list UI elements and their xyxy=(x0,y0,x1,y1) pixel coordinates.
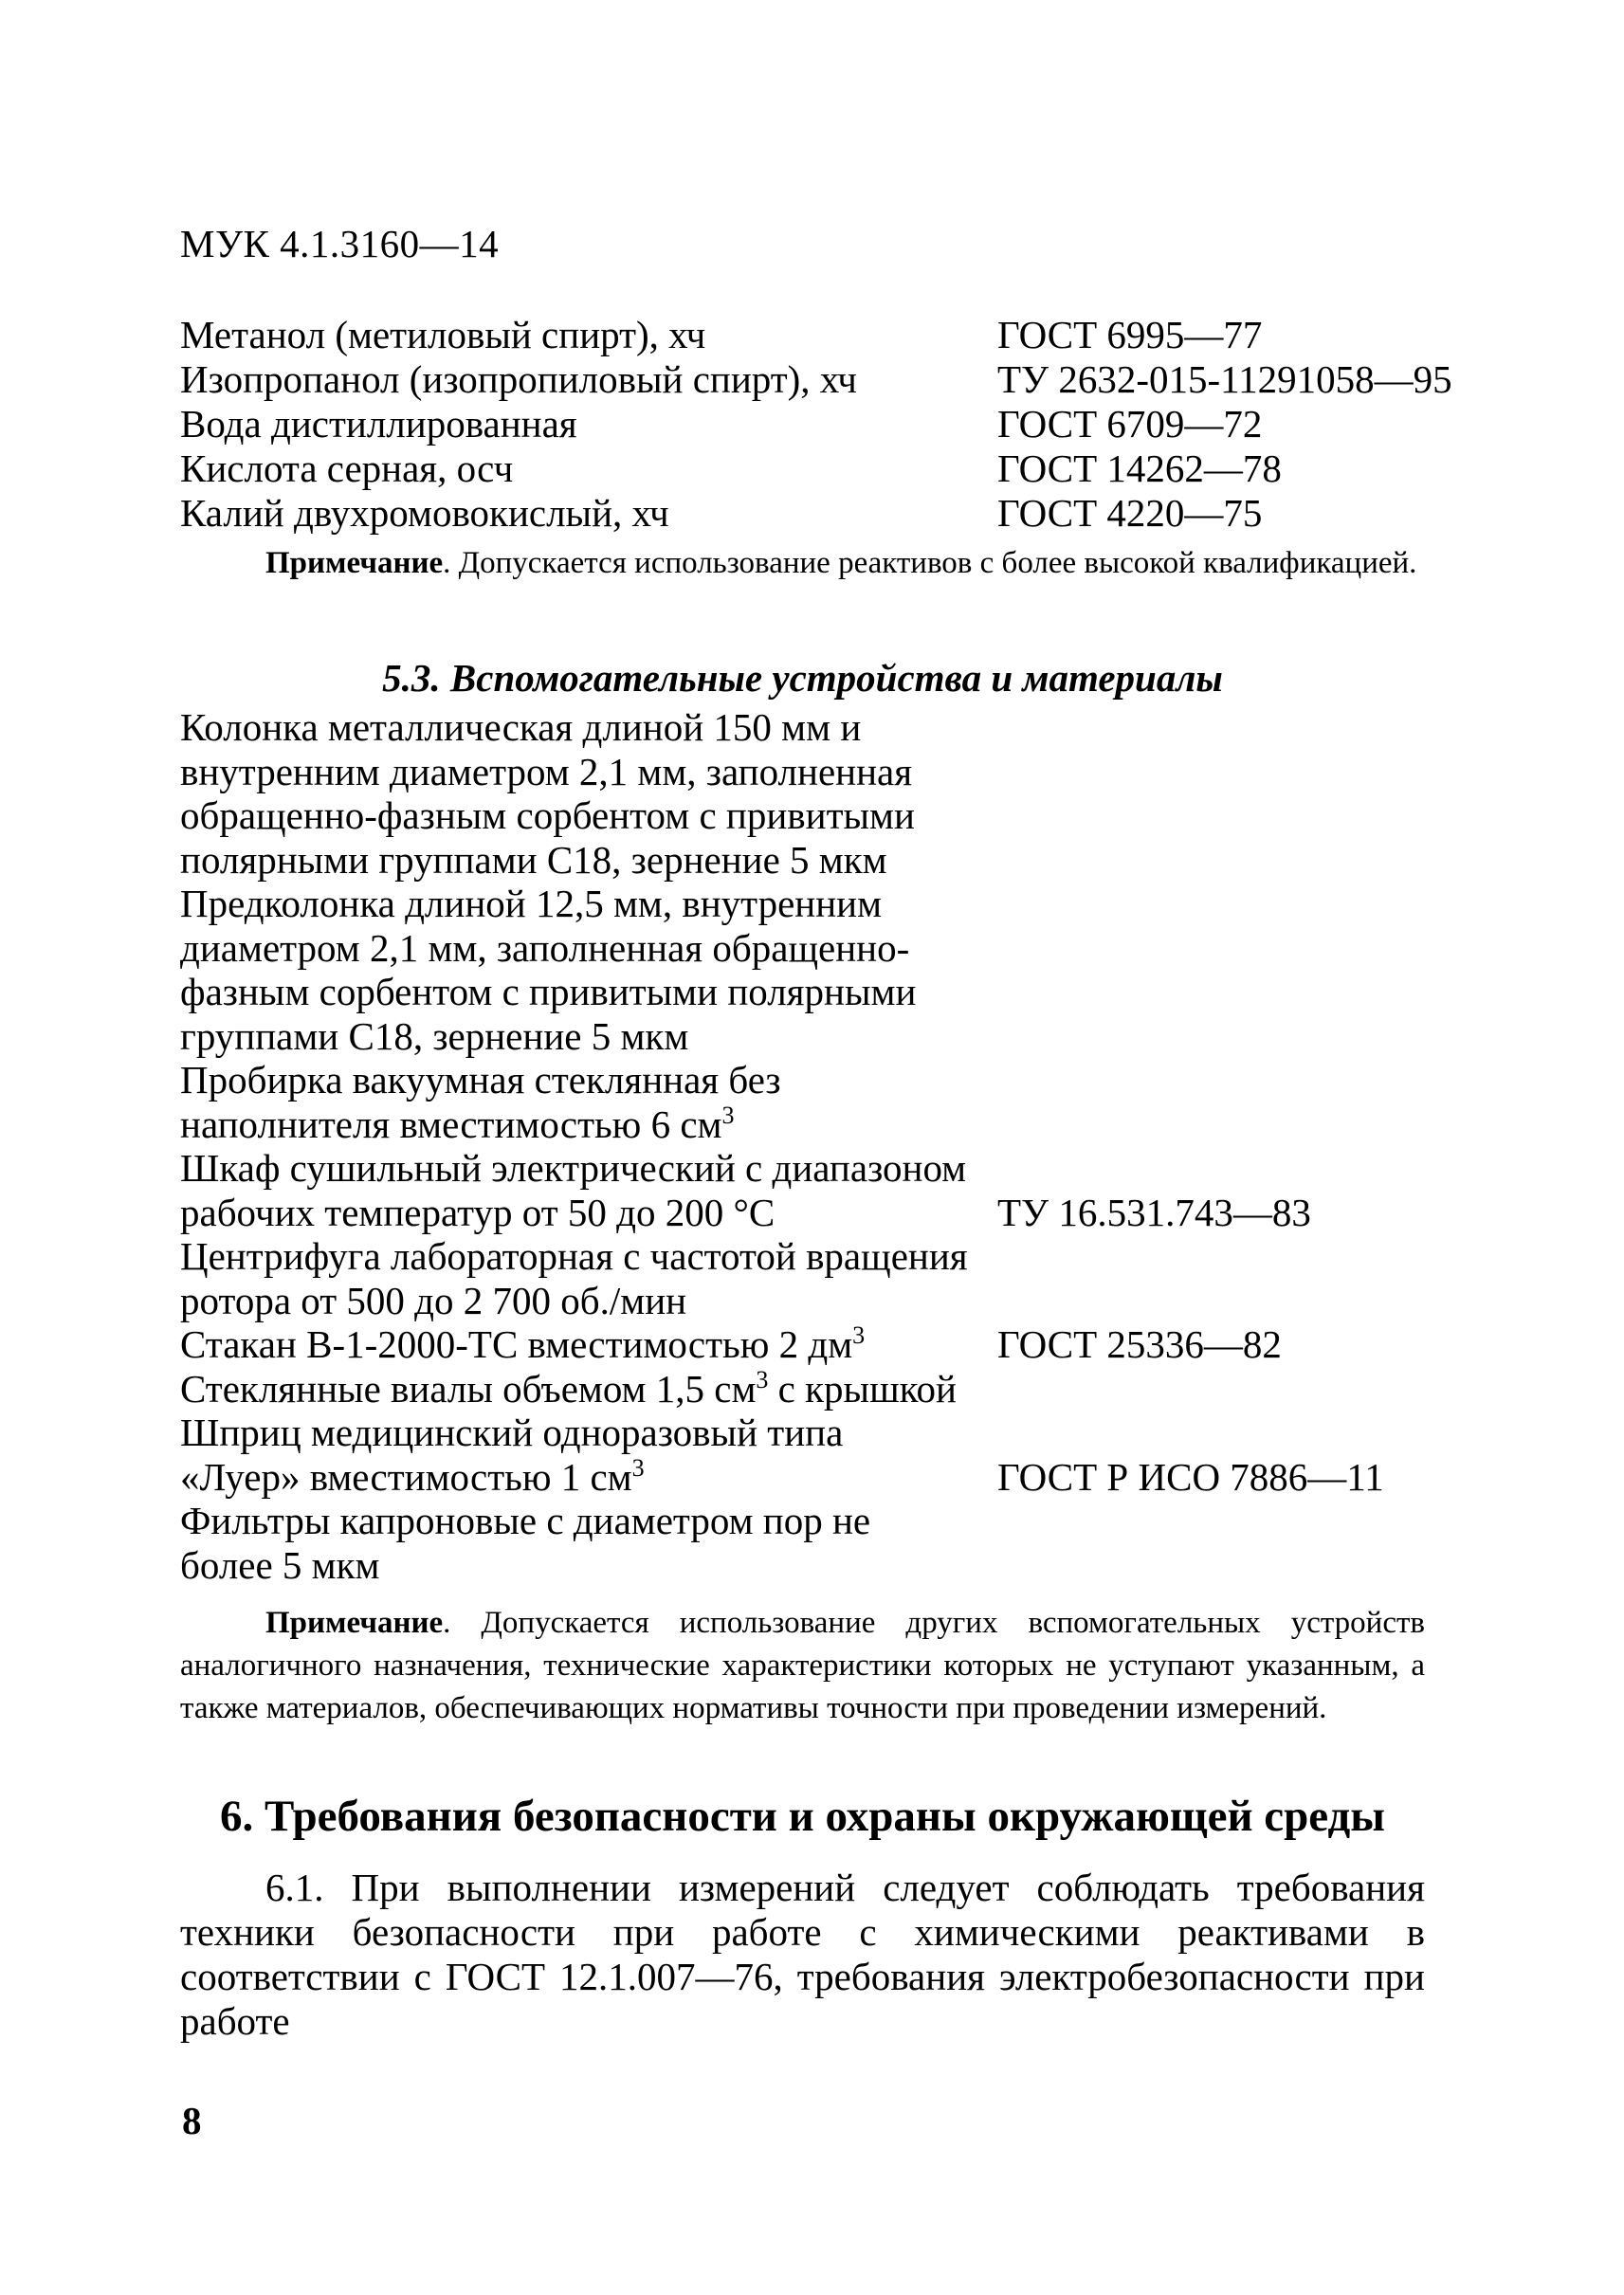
description-text: Стакан В-1-2000-ТС вместимостью 2 дм xyxy=(180,1322,853,1366)
equipment-item xyxy=(180,1234,1507,1322)
reagent-name: Метанол (метиловый спирт), хч xyxy=(180,313,706,356)
reagent-standard: ГОСТ 14262—78 xyxy=(997,446,1282,490)
equipment-description xyxy=(180,1146,986,1234)
reagent-name: Калий двухромовокислый, хч xyxy=(180,491,669,535)
equipment-item xyxy=(180,1499,1507,1587)
equipment-item xyxy=(180,1146,1507,1234)
section-5-3-heading: 5.3. Вспомогательные устройства и материалы xyxy=(382,656,1223,700)
note-text: . Допускается использование других вспомогательных устройств аналогичного назначения, технические характеристики которых не уступают указанным, а также материалов, обеспечивающих нормативы точности при проведении измерений. xyxy=(180,1606,1425,1725)
reagent-standard: ТУ 2632-015-11291058—95 xyxy=(997,357,1452,401)
reagent-standard: ГОСТ 6995—77 xyxy=(997,313,1263,356)
reagent-standard: ГОСТ 6709—72 xyxy=(997,402,1263,446)
equipment-item xyxy=(180,1367,1507,1412)
superscript: 3 xyxy=(852,1321,866,1349)
reagent-row xyxy=(180,402,1507,446)
document-code-header: МУК 4.1.3160—14 xyxy=(180,222,500,265)
reagent-name: Кислота серная, осч xyxy=(180,446,514,490)
reagents-list xyxy=(180,313,1507,536)
reagent-row xyxy=(180,357,1507,402)
reagents-note xyxy=(180,542,1425,585)
equipment-item xyxy=(180,1058,1507,1146)
description-line: полярными группами С18, зернение 5 мкм xyxy=(180,837,887,882)
equipment-standard: ГОСТ Р ИСО 7886—11 xyxy=(997,1454,1384,1499)
description-line: Центрифуга лабораторная с частотой вращения xyxy=(180,1234,968,1278)
superscript: 3 xyxy=(631,1453,645,1482)
note-label: Примечание xyxy=(265,1606,444,1640)
superscript: 3 xyxy=(721,1101,735,1129)
equipment-description xyxy=(180,1411,986,1499)
section-6-heading: 6. Требования безопасности и охраны окружающей среды xyxy=(219,1792,1386,1841)
description-line: Шприц медицинский одноразовый типа xyxy=(180,1411,844,1454)
description-line: фазным сорбентом с привитыми полярными xyxy=(180,970,917,1013)
description-line: диаметром 2,1 мм, заполненная обращенно- xyxy=(180,925,910,970)
description-line xyxy=(180,1367,986,1412)
equipment-item xyxy=(180,1411,1507,1499)
equipment-list xyxy=(180,705,1507,1587)
description-line xyxy=(180,1322,986,1367)
equipment-description xyxy=(180,1322,986,1367)
reagent-name: Изопропанол (изопропиловый спирт), хч xyxy=(180,357,857,401)
note-label: Примечание xyxy=(265,546,444,580)
description-line xyxy=(180,1102,986,1147)
reagent-row xyxy=(180,446,1507,491)
description-text: наполнителя вместимостью 6 см xyxy=(180,1102,722,1146)
description-line: Колонка металлическая длиной 150 мм и xyxy=(180,705,862,749)
equipment-item xyxy=(180,882,1507,1058)
description-line: ротора от 500 до 2 700 об./мин xyxy=(180,1278,687,1322)
equipment-description xyxy=(180,1367,986,1412)
description-text: «Луер» вместимостью 1 см xyxy=(180,1454,632,1499)
description-text: Стеклянные виалы объемом 1,5 см xyxy=(180,1366,757,1411)
description-line: более 5 мкм xyxy=(180,1542,380,1587)
equipment-standard: ТУ 16.531.743—83 xyxy=(997,1190,1311,1234)
equipment-note xyxy=(180,1602,1425,1730)
equipment-description xyxy=(180,1058,986,1146)
superscript: 3 xyxy=(756,1365,769,1393)
description-line xyxy=(180,1455,986,1500)
reagent-row xyxy=(180,491,1507,536)
paragraph-6-1: 6.1. При выполнении измерений следует соблюдать требования техники безопасности при работе с химическими реактивами в соответствии с ГОСТ 12.1.007—76, требования электробезопасности при работе xyxy=(180,1866,1425,2043)
description-line: обращенно-фазным сорбентом с привитыми xyxy=(180,793,915,837)
reagent-standard: ГОСТ 4220—75 xyxy=(997,491,1263,535)
reagent-name: Вода дистиллированная xyxy=(180,402,577,446)
description-line: Предколонка длиной 12,5 мм, внутренним xyxy=(180,882,883,925)
description-line: Фильтры капроновые с диаметром пор не xyxy=(180,1499,871,1542)
description-line: группами С18, зернение 5 мкм xyxy=(180,1013,689,1058)
reagent-row xyxy=(180,313,1507,357)
page-number: 8 xyxy=(182,2099,202,2142)
equipment-description xyxy=(180,1234,986,1322)
equipment-description xyxy=(180,705,986,882)
equipment-description xyxy=(180,1499,986,1587)
equipment-description xyxy=(180,882,986,1058)
description-line: Шкаф сушильный электрический с диапазоном xyxy=(180,1146,967,1190)
equipment-standard: ГОСТ 25336—82 xyxy=(997,1322,1282,1366)
description-line: рабочих температур от 50 до 200 °С xyxy=(180,1190,776,1234)
description-line: внутренним диаметром 2,1 мм, заполненная xyxy=(180,749,913,793)
equipment-item xyxy=(180,705,1507,882)
description-text: с крышкой xyxy=(768,1366,957,1411)
note-text: . Допускается использование реактивов с более высокой квалификацией. xyxy=(443,546,1417,580)
equipment-item xyxy=(180,1322,1507,1367)
description-line: Пробирка вакуумная стеклянная без xyxy=(180,1058,781,1102)
